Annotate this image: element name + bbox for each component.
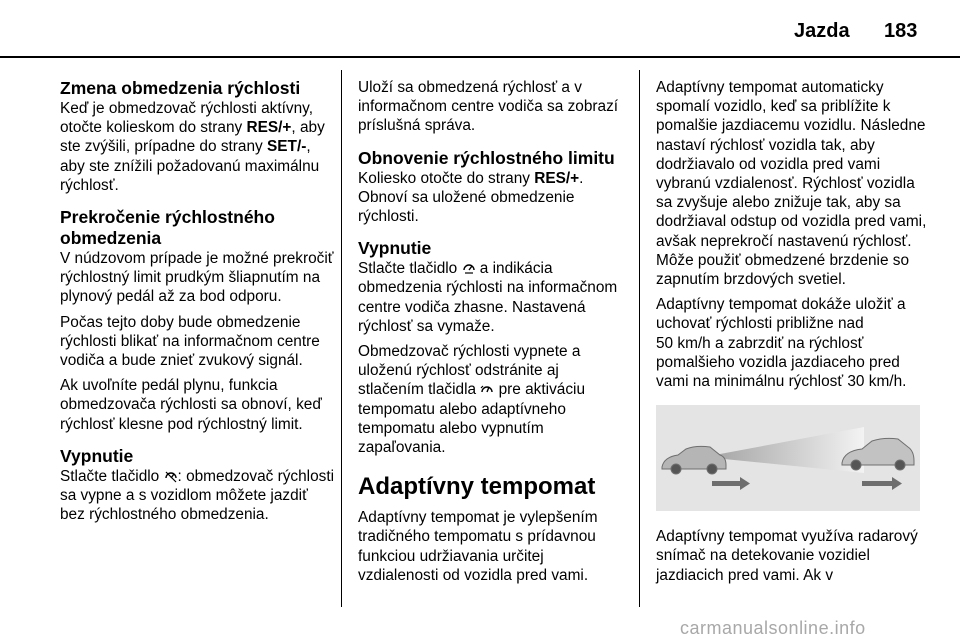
paragraph: Ak uvoľníte pedál plynu, funkcia obmedzovača rýchlosti sa obnoví, keď rýchlosť klesne pod rýchlostný limit.	[60, 377, 322, 433]
cruise-control-off-icon	[462, 261, 476, 275]
header-rule	[0, 56, 960, 58]
chapter-title: Jazda	[794, 20, 850, 42]
paragraph: Stlačte tlačidlo a indikácia obmedzenia rýchlosti na informačnom centre vodiča zhasne. Nastavená rýchlosť sa vymaže.	[358, 260, 618, 335]
column-middle	[358, 78, 620, 591]
paragraph: Keď je obmedzovač rýchlosti aktívny, otočte kolieskom do strany RES/+, aby ste zvýšili, prípadne do strany SET/-, aby ste znížili požadovanú maximálnu rýchlosť.	[60, 100, 325, 194]
watermark: carmanualsonline.info	[680, 618, 866, 638]
paragraph: Adaptívny tempomat využíva radarový snímač na detekovanie vozidiel jazdiacich pred vami. Ak v	[656, 528, 918, 584]
paragraph: Počas tejto doby bude obmedzenie rýchlosti blikať na informačnom centre vodiča a bude znieť zvukový signál.	[60, 313, 320, 370]
column-divider	[341, 70, 342, 607]
adaptive-cruise-illustration	[656, 405, 920, 511]
column-left	[60, 78, 335, 530]
section-title: Adaptívny tempomat	[358, 473, 596, 501]
paragraph: Adaptívny tempomat dokáže uložiť a uchovať rýchlosti približne nad 50 km/h a zabrzdiť na rýchlosť pomalšieho vozidla jazdiaceho pred vami na minimálnu rýchlosť 30 km/h.	[656, 296, 907, 391]
section-heading: Obnovenie rýchlostného limitu	[358, 147, 615, 168]
speed-limiter-off-icon	[164, 469, 178, 483]
page-header	[0, 0, 960, 56]
paragraph: Adaptívny tempomat je vylepšením tradičného tempomatu s prídavnou funkciou udržiavania určitej vzdialenosti od vozidla pred vami.	[358, 509, 598, 584]
paragraph: Adaptívny tempomat automaticky spomalí vozidlo, keď sa priblížite k pomalšie jazdiacemu vozidlu. Následne nastaví rýchlosť vozidla tak, aby dodržiavalo od vozidla pred vami vybranú vzdialenosť. Rýchlosť vozidla sa zvyšuje alebo znižuje tak, aby sa dodržiaval odstup od vozidla pred vami, avšak neprekročí nastavenú rýchlosť. Môže použiť obmedzené brzdenie so zapnutím brzdových svetiel.	[656, 79, 927, 289]
page-number: 183	[884, 20, 918, 42]
column-divider	[639, 70, 640, 607]
paragraph: Koliesko otočte do strany RES/+. Obnoví sa uložené obmedzenie rýchlosti.	[358, 169, 584, 226]
section-heading: Vypnutie	[60, 445, 134, 466]
paragraph: Stlačte tlačidlo : obmedzovač rýchlosti sa vypne a s vozidlom môžete jazdiť bez rýchlostného obmedzenia.	[60, 467, 335, 524]
paragraph: Obmedzovač rýchlosti vypnete a uloženú rýchlosť odstránite aj stlačením tlačidla pre aktiváciu tempomatu alebo adaptívneho tempomatu alebo vypnutím zapaľovania.	[358, 343, 586, 457]
paragraph: Uloží sa obmedzená rýchlosť a v informačnom centre vodiča sa zobrazí príslušná správa.	[358, 79, 619, 135]
cruise-control-icon	[480, 382, 494, 396]
section-heading: Prekročenie rýchlostného obmedzenia	[60, 207, 275, 249]
column-right	[656, 78, 928, 591]
section-heading: Zmena obmedzenia rýchlosti	[60, 78, 301, 98]
paragraph: V núdzovom prípade je možné prekročiť rýchlostný limit prudkým šliapnutím na plynový pedál až za bod odporu.	[60, 250, 334, 306]
section-heading: Vypnutie	[358, 238, 432, 259]
